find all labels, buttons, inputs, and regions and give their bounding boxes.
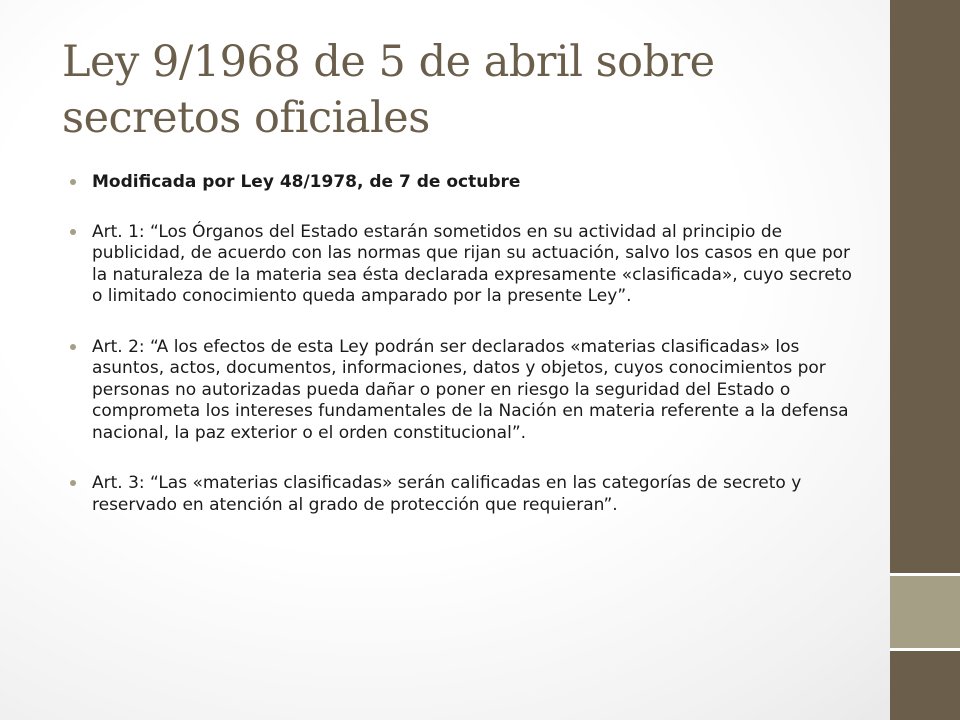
bullet-marker-icon bbox=[70, 179, 76, 185]
bullet-text: Art. 1: “Los Órganos del Estado estarán sometidos en su actividad al principio de publicidad, de acuerdo con las normas que rijan su actuación, salvo los casos en que por la naturaleza de la materia sea ésta declarada expresamente «clasificada», cuyo secreto o limitado conocimiento queda amparado por la presente Ley”. bbox=[92, 221, 852, 306]
decorative-side-block bbox=[890, 576, 960, 648]
bullet-text: Art. 3: “Las «materias clasificadas» serán calificadas en las categorías de secreto y reservado en atención al grado de protección que requieran”. bbox=[92, 473, 802, 515]
bullet-item-art-2 bbox=[92, 337, 862, 445]
bullet-marker-icon bbox=[70, 344, 76, 350]
bullet-item-art-1 bbox=[92, 222, 862, 308]
bullet-marker-icon bbox=[70, 229, 76, 235]
bullet-marker-icon bbox=[70, 480, 76, 486]
bullet-text: Art. 2: “A los efectos de esta Ley podrán ser declarados «materias clasificadas» los asuntos, actos, documentos, informaciones, datos y objetos, cuyos conocimientos por personas no autorizadas pueda dañar o poner en riesgo la seguridad del Estado o comprometa los intereses fundamentales de la Nación en materia referente a la defensa nacional, la paz exterior o el orden constitucional”. bbox=[92, 336, 849, 443]
bullet-item-amendment bbox=[92, 172, 862, 194]
side-bar-divider-bottom bbox=[890, 648, 960, 651]
bullet-item-art-3 bbox=[92, 473, 862, 516]
bullet-list bbox=[92, 172, 862, 516]
bullet-text: Modificada por Ley 48/1978, de 7 de octubre bbox=[92, 172, 521, 192]
slide-title: Ley 9/1968 de 5 de abril sobre secretos oficiales bbox=[62, 37, 715, 143]
